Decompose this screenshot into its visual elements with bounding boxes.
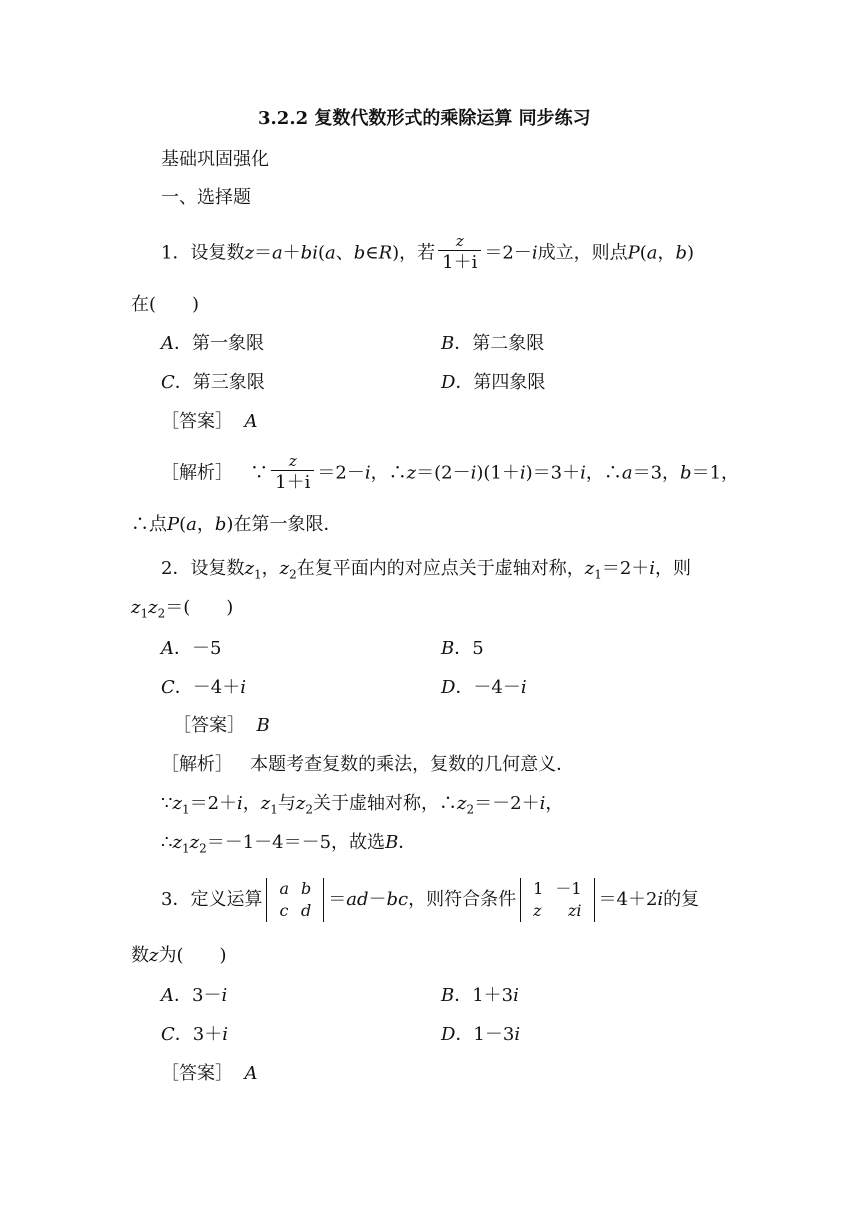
question-1-stem xyxy=(161,232,694,275)
q1-text: 成立，则点 xyxy=(537,242,628,264)
q1-var: P xyxy=(627,242,640,264)
q1-answer xyxy=(161,409,257,435)
subscript: 1 xyxy=(270,802,278,817)
exp-text: ( xyxy=(179,514,187,535)
option-letter: B xyxy=(441,985,455,1006)
q1-option-a xyxy=(161,331,264,357)
det-entry: －1 xyxy=(555,879,582,898)
exp-text: )(1＋ xyxy=(476,462,520,484)
fraction-numerator: z xyxy=(288,452,297,470)
exp-text: 与 xyxy=(277,793,296,814)
explanation-label: ［解析］ xyxy=(161,462,233,484)
q3-option-c xyxy=(161,1022,228,1048)
exp-var: B xyxy=(385,832,399,853)
q2-text: 2．设复数 xyxy=(161,558,245,579)
option-text: ．5 xyxy=(454,638,484,659)
q1-var: z xyxy=(244,242,254,264)
exp-var: i xyxy=(580,462,586,484)
q3-option-a xyxy=(161,983,227,1009)
exp-var: i xyxy=(237,793,243,814)
q1-text: ( xyxy=(639,242,647,264)
q2-var: z xyxy=(244,558,254,579)
option-letter: D xyxy=(441,372,456,393)
q2-text: ＝( ) xyxy=(165,597,234,618)
option-text: ．1＋3 xyxy=(454,985,514,1006)
exp-var: P xyxy=(167,514,180,535)
exp-text: 本题考查复数的乘法，复数的几何意义． xyxy=(250,754,575,775)
question-2-stem-line2 xyxy=(131,595,233,627)
exp-text: )＝3＋ xyxy=(525,462,581,484)
q1-explanation-line2 xyxy=(131,512,341,538)
q3-option-b xyxy=(441,983,519,1009)
exp-text: ，∴ xyxy=(585,462,622,484)
option-text: ．3－ xyxy=(174,985,222,1006)
q1-text: 、 xyxy=(335,242,354,264)
subscript: 2 xyxy=(289,567,297,582)
option-text: ．第四象限 xyxy=(455,372,546,393)
exp-text: ∵ xyxy=(250,462,269,484)
option-letter: D xyxy=(441,1024,456,1045)
q1-var: i xyxy=(531,242,538,264)
q3-text: 的复 xyxy=(663,889,700,910)
option-text: ．第二象限 xyxy=(454,333,545,354)
answer-label: ［答案］ xyxy=(161,411,233,432)
q2-var: z xyxy=(279,558,290,579)
exp-text: ∴点 xyxy=(131,514,167,535)
exp-var: z xyxy=(189,832,200,853)
q3-answer xyxy=(161,1061,257,1087)
exp-var: z xyxy=(172,832,182,853)
exp-text: ＝－1－4＝－5，故选 xyxy=(206,832,386,853)
option-text: ．－5 xyxy=(174,638,222,659)
q2-option-d xyxy=(441,675,527,701)
exp-text: ，∴ xyxy=(370,462,407,484)
option-text: ．－4－ xyxy=(455,677,521,698)
q2-option-a xyxy=(161,636,221,662)
q1-text: ∈ xyxy=(365,242,379,264)
q1-text: ＋ xyxy=(282,242,301,264)
q2-text: ，则 xyxy=(655,558,692,579)
exp-text: ， xyxy=(196,514,215,535)
q1-var: b xyxy=(675,242,688,264)
answer-value: A xyxy=(244,1063,258,1084)
exp-text: ， xyxy=(545,793,564,814)
page-title: 3.2.2 复数代数形式的乘除运算 同步练习 xyxy=(258,108,591,129)
q3-var: z xyxy=(149,945,159,966)
exp-var: i xyxy=(364,462,371,484)
question-3-stem xyxy=(161,878,699,922)
q3-text: ＝4＋2 xyxy=(598,889,658,910)
exp-var: a xyxy=(186,514,197,535)
exp-text: ＝－2＋ xyxy=(474,793,540,814)
q1-text: ＝2－ xyxy=(484,242,532,264)
option-var: i xyxy=(240,677,246,698)
q3-text: 为( ) xyxy=(158,945,227,966)
answer-label: ［答案］ xyxy=(173,715,245,736)
q2-answer xyxy=(173,713,270,739)
option-var: i xyxy=(513,985,519,1006)
q2-text: 在复平面内的对应点关于虚轴对称， xyxy=(296,558,585,579)
q2-text: ＝2＋ xyxy=(601,558,650,579)
answer-value: A xyxy=(244,411,258,432)
question-2-stem xyxy=(161,556,691,588)
answer-value: B xyxy=(256,715,270,736)
option-letter: A xyxy=(161,638,174,659)
q2-explanation-line3 xyxy=(161,830,416,862)
q2-var: i xyxy=(649,558,656,579)
det-entry: d xyxy=(301,901,312,920)
fraction-numerator: z xyxy=(455,232,464,250)
subscript: 2 xyxy=(157,606,166,621)
q3-text: 数 xyxy=(131,945,149,966)
subscript: 2 xyxy=(199,841,207,856)
det-entry: c xyxy=(279,901,289,920)
q3-text: ，则符合条件 xyxy=(408,889,517,910)
exp-var: b xyxy=(214,514,227,535)
q2-explanation-line2 xyxy=(161,791,563,823)
q1-var: bi xyxy=(300,242,318,264)
q3-text: 3．定义运算 xyxy=(161,889,263,910)
q3-text: ＝ xyxy=(328,889,347,910)
exp-text: ∵ xyxy=(161,793,173,814)
section-heading: 基础巩固强化 xyxy=(161,149,269,170)
q1-text: ， xyxy=(657,242,676,264)
exp-var: z xyxy=(260,793,271,814)
exp-var: z xyxy=(295,793,306,814)
exp-var: z xyxy=(406,462,417,484)
option-letter: C xyxy=(161,1024,175,1045)
determinant-definition xyxy=(266,878,324,922)
option-var: i xyxy=(222,1024,228,1045)
option-var: i xyxy=(520,677,527,698)
q1-text: 1．设复数 xyxy=(161,242,245,264)
q2-explanation xyxy=(161,752,574,778)
det-entry: zi xyxy=(567,901,582,920)
q1-text: )，若 xyxy=(392,242,436,264)
q1-var: a xyxy=(646,242,658,264)
option-letter: B xyxy=(441,333,455,354)
exp-var: z xyxy=(457,793,467,814)
subscript: 1 xyxy=(181,802,190,817)
part-heading: 一、选择题 xyxy=(161,187,251,208)
q1-fraction xyxy=(438,232,481,275)
subscript: 1 xyxy=(594,567,602,582)
option-var: i xyxy=(514,1024,521,1045)
q2-option-b xyxy=(441,636,484,662)
det-entry: z xyxy=(533,901,542,920)
option-letter: B xyxy=(441,638,455,659)
option-letter: A xyxy=(161,333,174,354)
q3-var: i xyxy=(657,889,664,910)
exp-var: a xyxy=(621,462,633,484)
option-letter: A xyxy=(161,985,174,1006)
q2-text: ， xyxy=(261,558,280,579)
q1-var: a xyxy=(324,242,336,264)
exp-var: z xyxy=(172,793,182,814)
option-text: ．－4＋ xyxy=(174,677,241,698)
exp-text: ＝1， xyxy=(691,462,740,484)
subscript: 1 xyxy=(140,606,149,621)
det-entry: a xyxy=(279,879,289,898)
q2-var: z xyxy=(584,558,595,579)
option-var: i xyxy=(221,985,228,1006)
q1-text: ＝ xyxy=(253,242,272,264)
q1-var: b xyxy=(353,242,366,264)
q1-option-d xyxy=(441,370,545,396)
q1-var: R xyxy=(378,242,393,264)
exp-text: 关于虚轴对称，∴ xyxy=(313,793,458,814)
q1-option-c xyxy=(161,370,265,396)
exp-text: ＝2－ xyxy=(317,462,365,484)
explanation-label: ［解析］ xyxy=(161,754,233,775)
q2-var: z xyxy=(131,597,141,618)
q2-option-c xyxy=(161,675,246,701)
det-entry: 1 xyxy=(533,879,544,898)
q1-text: ( xyxy=(317,242,325,264)
option-text: ．1－3 xyxy=(455,1024,515,1045)
option-text: ．3＋ xyxy=(174,1024,223,1045)
q3-option-d xyxy=(441,1022,520,1048)
q1-var: a xyxy=(271,242,283,264)
q1-text: ) xyxy=(687,242,695,264)
q1-option-b xyxy=(441,331,544,357)
exp-var: i xyxy=(470,462,477,484)
exp-text: ∴ xyxy=(161,832,173,853)
q3-var: ad xyxy=(346,889,369,910)
subscript: 2 xyxy=(305,802,314,817)
fraction-denominator: 1＋i xyxy=(275,472,311,493)
q3-text: － xyxy=(368,889,387,910)
option-letter: C xyxy=(161,372,175,393)
exp-text: ＝2＋ xyxy=(189,793,238,814)
exp-text: ， xyxy=(242,793,261,814)
exp-var: i xyxy=(519,462,526,484)
subscript: 2 xyxy=(466,802,475,817)
exp-var: i xyxy=(539,793,546,814)
subscript: 1 xyxy=(181,841,190,856)
q1-exp-fraction xyxy=(271,452,314,495)
question-3-stem-line2 xyxy=(131,943,227,969)
fraction-denominator: 1＋i xyxy=(442,252,478,273)
determinant-condition xyxy=(520,878,594,922)
q3-var: bc xyxy=(386,889,409,910)
option-text: ．第三象限 xyxy=(174,372,265,393)
question-1-stem-line2: 在( ) xyxy=(131,294,200,315)
option-letter: D xyxy=(441,677,456,698)
q1-explanation xyxy=(161,452,739,495)
answer-label: ［答案］ xyxy=(161,1063,233,1084)
exp-text: )在第一象限． xyxy=(226,514,342,535)
option-text: ．第一象限 xyxy=(174,333,264,354)
exp-text: ． xyxy=(398,832,417,853)
q2-var: z xyxy=(148,597,158,618)
subscript: 1 xyxy=(253,567,262,582)
exp-text: ＝(2－ xyxy=(416,462,471,484)
option-letter: C xyxy=(161,677,175,698)
exp-var: b xyxy=(680,462,692,484)
det-entry: b xyxy=(301,879,312,898)
exp-text: ＝3， xyxy=(632,462,681,484)
